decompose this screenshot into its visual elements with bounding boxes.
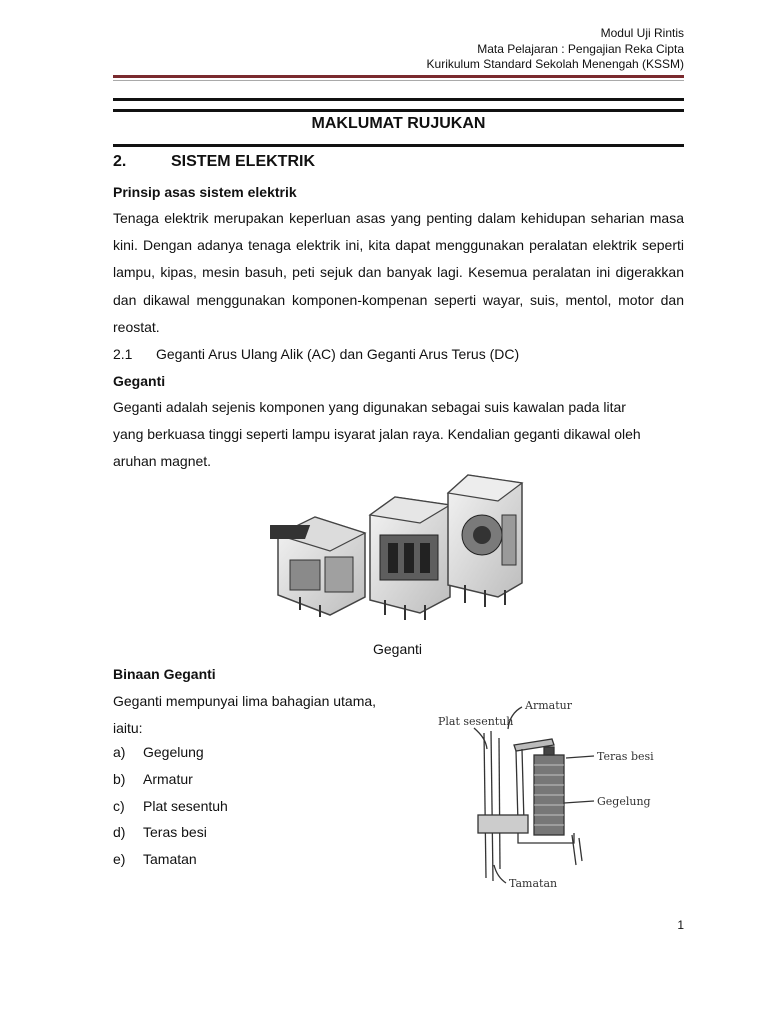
section-number: 2. bbox=[113, 153, 127, 170]
subsection-number: 2.1 bbox=[113, 346, 133, 362]
subheading-geganti: Geganti bbox=[113, 373, 166, 389]
list-item-text: Gegelung bbox=[143, 744, 204, 760]
subheading-binaan: Binaan Geganti bbox=[113, 666, 216, 682]
paragraph-geganti: Geganti adalah sejenis komponen yang digunakan sebagai suis kawalan pada litar yang berkuasa tinggi seperti lampu isyarat jalan raya. Kendalian geganti dikawal oleh aruhan magnet. bbox=[113, 399, 641, 470]
list-item bbox=[113, 798, 228, 825]
list-item-text: Plat sesentuh bbox=[143, 797, 228, 814]
list-item bbox=[113, 851, 228, 878]
subsection-heading bbox=[113, 346, 519, 362]
page-title: MAKLUMAT RUJUKAN bbox=[311, 115, 486, 132]
relay-small bbox=[270, 517, 365, 617]
title-rule-bottom bbox=[113, 144, 684, 147]
label-teras-besi: Teras besi bbox=[597, 750, 654, 763]
diagram-drawing bbox=[474, 707, 594, 883]
paragraph-tenaga-elektrik: Tenaga elektrik merupakan keperluan asas yang penting dalam kehidupan seharian masa kini. Dengan adanya tenaga elektrik ini, kita dapat menggunakan peralatan elektrik seperti lampu, kipas, mesin basuh, peti sejuk dan banyak lagi. Kesemua peralatan ini digerakkan dan dikawal menggunakan komponen-kompenan seperti wayar, suis, mentol, motor dan reostat. bbox=[113, 210, 684, 335]
header-rule-grey bbox=[113, 80, 684, 81]
list-item-label: a) bbox=[113, 744, 126, 760]
relay-photo bbox=[270, 465, 530, 630]
header-subject: Mata Pelajaran : Pengajian Reka Cipta bbox=[477, 41, 684, 56]
subheading-prinsip: Prinsip asas sistem elektrik bbox=[113, 184, 297, 200]
list-item bbox=[113, 744, 228, 771]
header-module: Modul Uji Rintis bbox=[600, 26, 684, 40]
list-item-label: e) bbox=[113, 851, 126, 868]
list-item-label: b) bbox=[113, 770, 126, 787]
list-item-text: Tamatan bbox=[143, 851, 197, 868]
page-number: 1 bbox=[677, 918, 684, 932]
parts-list bbox=[113, 744, 228, 878]
list-item-text: Armatur bbox=[143, 770, 193, 787]
label-armatur: Armatur bbox=[525, 699, 572, 712]
relay-diagram bbox=[434, 693, 660, 893]
list-item-label: c) bbox=[113, 797, 125, 814]
section-title: SISTEM ELEKTRIK bbox=[171, 153, 316, 170]
label-plat-sesentuh: Plat sesentuh bbox=[438, 715, 514, 728]
photo-caption: Geganti bbox=[373, 641, 423, 657]
list-item-text: Teras besi bbox=[143, 824, 207, 841]
relay-medium bbox=[370, 497, 450, 620]
list-item bbox=[113, 824, 228, 851]
label-tamatan: Tamatan bbox=[509, 877, 558, 890]
intro-line-iaitu: iaitu: bbox=[113, 720, 143, 736]
title-rule-mid bbox=[113, 109, 684, 112]
label-gegelung: Gegelung bbox=[597, 795, 651, 808]
header-curriculum: Kurikulum Standard Sekolah Menengah (KSSM) bbox=[426, 57, 684, 71]
intro-line: Geganti mempunyai lima bahagian utama, bbox=[113, 693, 377, 709]
list-item-label: d) bbox=[113, 824, 126, 841]
section-heading bbox=[113, 153, 315, 171]
subsection-title: Geganti Arus Ulang Alik (AC) dan Geganti Arus Terus (DC) bbox=[156, 346, 520, 362]
header-rule-maroon bbox=[113, 75, 684, 78]
list-item bbox=[113, 771, 228, 798]
title-rule-top bbox=[113, 98, 684, 101]
relay-large bbox=[448, 475, 522, 607]
page-header bbox=[427, 26, 684, 73]
